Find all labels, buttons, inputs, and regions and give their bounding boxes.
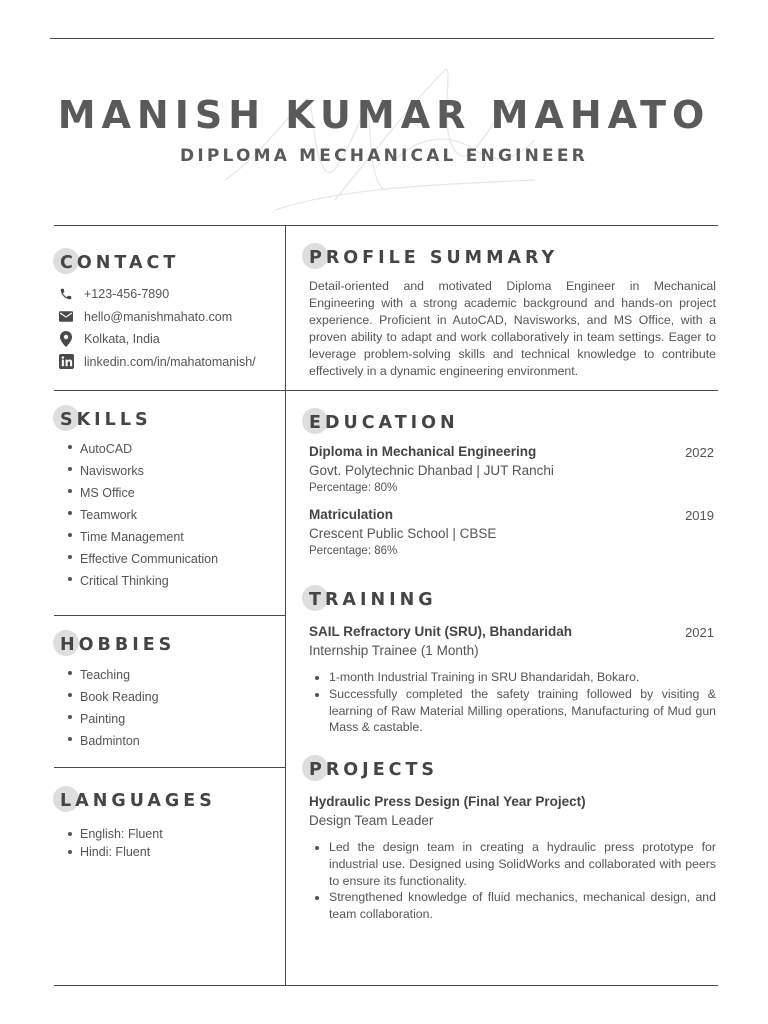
education-year: 2022 xyxy=(685,445,714,460)
languages-list xyxy=(64,825,163,861)
heading-text: OBBIES xyxy=(78,635,176,655)
email-text[interactable]: hello@manishmahato.com xyxy=(84,309,233,324)
profile-divider xyxy=(285,390,718,391)
heading-initial: C xyxy=(60,253,77,273)
training-bullet: 1-month Industrial Training in SRU Bhandaridah, Bokaro. xyxy=(309,669,716,686)
training-bullets xyxy=(309,669,716,736)
education-institution: Govt. Polytechnic Dhanbad | JUT Ranchi xyxy=(309,463,554,478)
heading-initial: P xyxy=(309,760,326,780)
hobby-item: Teaching xyxy=(64,664,159,686)
projects-heading xyxy=(302,755,439,785)
heading-initial: H xyxy=(60,635,79,655)
project-role: Design Team Leader xyxy=(309,813,434,828)
phone-icon xyxy=(56,286,76,302)
location-pin-icon xyxy=(56,331,76,347)
heading-text: ANGUAGES xyxy=(75,791,216,811)
candidate-role: DIPLOMA MECHANICAL ENGINEER xyxy=(180,146,588,166)
skill-item: MS Office xyxy=(64,482,218,504)
top-rule xyxy=(50,38,714,39)
skills-divider xyxy=(54,615,285,616)
training-year: 2021 xyxy=(685,625,714,640)
hobby-item: Painting xyxy=(64,708,159,730)
heading-text: RAINING xyxy=(324,590,437,610)
skill-item: Time Management xyxy=(64,526,218,548)
education-score: Percentage: 86% xyxy=(309,545,398,557)
heading-initial: L xyxy=(60,791,76,811)
contact-phone xyxy=(56,283,284,306)
linkedin-icon xyxy=(56,354,76,370)
heading-initial: T xyxy=(309,590,325,610)
training-heading xyxy=(302,585,437,615)
skill-item: AutoCAD xyxy=(64,438,218,460)
skill-item: Effective Communication xyxy=(64,548,218,570)
heading-initial: S xyxy=(60,410,77,430)
column-divider xyxy=(285,225,286,985)
heading-text: ONTACT xyxy=(76,253,180,273)
heading-text: KILLS xyxy=(76,410,152,430)
training-role: Internship Trainee (1 Month) xyxy=(309,643,479,658)
signature-watermark xyxy=(215,60,545,220)
education-title: Matriculation xyxy=(309,507,394,522)
heading-text: DUCATION xyxy=(324,413,459,433)
education-score: Percentage: 80% xyxy=(309,482,398,494)
hobbies-heading xyxy=(53,630,176,660)
education-institution: Crescent Public School | CBSE xyxy=(309,526,497,541)
education-title: Diploma in Mechanical Engineering xyxy=(309,444,537,459)
project-bullet: Strengthened knowledge of fluid mechanics, mechanical design, and team collaboration. xyxy=(309,889,716,923)
candidate-name: MANISH KUMAR MAHATO xyxy=(57,93,711,137)
profile-summary-text: Detail-oriented and motivated Diploma Engineer in Mechanical Engineering with a strong academic background and hands-on project experience. Proficient in AutoCAD, Navisworks, and MS Office, with a proven ability to adapt and work collaboratively in team settings. Eager to leverage problem-solving skills and technical knowledge to contribute effectively in a dynamic engineering environment. xyxy=(309,279,716,378)
skill-item: Critical Thinking xyxy=(64,570,218,592)
skills-list xyxy=(64,438,218,592)
hobby-item: Badminton xyxy=(64,730,159,752)
header-rule xyxy=(54,225,718,226)
mail-icon xyxy=(56,309,76,325)
education-year: 2019 xyxy=(685,508,714,523)
contact-location xyxy=(56,328,284,351)
contact-linkedin[interactable] xyxy=(56,351,284,374)
linkedin-text[interactable]: linkedin.com/in/mahatomanish/ xyxy=(84,354,256,369)
contact-list xyxy=(56,283,284,373)
hobbies-list xyxy=(64,664,159,752)
project-bullet: Led the design team in creating a hydraulic press prototype for industrial use. Designed using SolidWorks and collaborated with peers to ensure its functionality. xyxy=(309,839,716,889)
phone-text: +123-456-7890 xyxy=(84,287,170,302)
languages-heading xyxy=(53,786,216,816)
language-item: English: Fluent xyxy=(64,825,163,843)
language-item: Hindi: Fluent xyxy=(64,843,163,861)
contact-divider xyxy=(54,390,285,391)
heading-text: ROJECTS xyxy=(325,760,439,780)
project-bullets xyxy=(309,839,716,923)
project-title: Hydraulic Press Design (Final Year Project) xyxy=(309,794,586,809)
profile-heading xyxy=(302,243,559,273)
training-bullet: Successfully completed the safety training followed by visiting & learning of Raw Material Milling operations, Manufacturing of Mud gun Mass & castable. xyxy=(309,686,716,736)
heading-text: ROFILE SUMMARY xyxy=(325,248,559,268)
training-title: SAIL Refractory Unit (SRU), Bhandaridah xyxy=(309,624,573,639)
contact-heading xyxy=(53,248,180,278)
hobbies-divider xyxy=(54,767,285,768)
education-heading xyxy=(302,408,459,438)
location-text: Kolkata, India xyxy=(84,332,160,347)
skills-heading xyxy=(53,405,152,435)
bottom-rule xyxy=(54,985,718,986)
heading-initial: P xyxy=(309,248,326,268)
skill-item: Navisworks xyxy=(64,460,218,482)
skill-item: Teamwork xyxy=(64,504,218,526)
heading-initial: E xyxy=(309,413,325,433)
hobby-item: Book Reading xyxy=(64,686,159,708)
contact-email[interactable] xyxy=(56,306,284,329)
